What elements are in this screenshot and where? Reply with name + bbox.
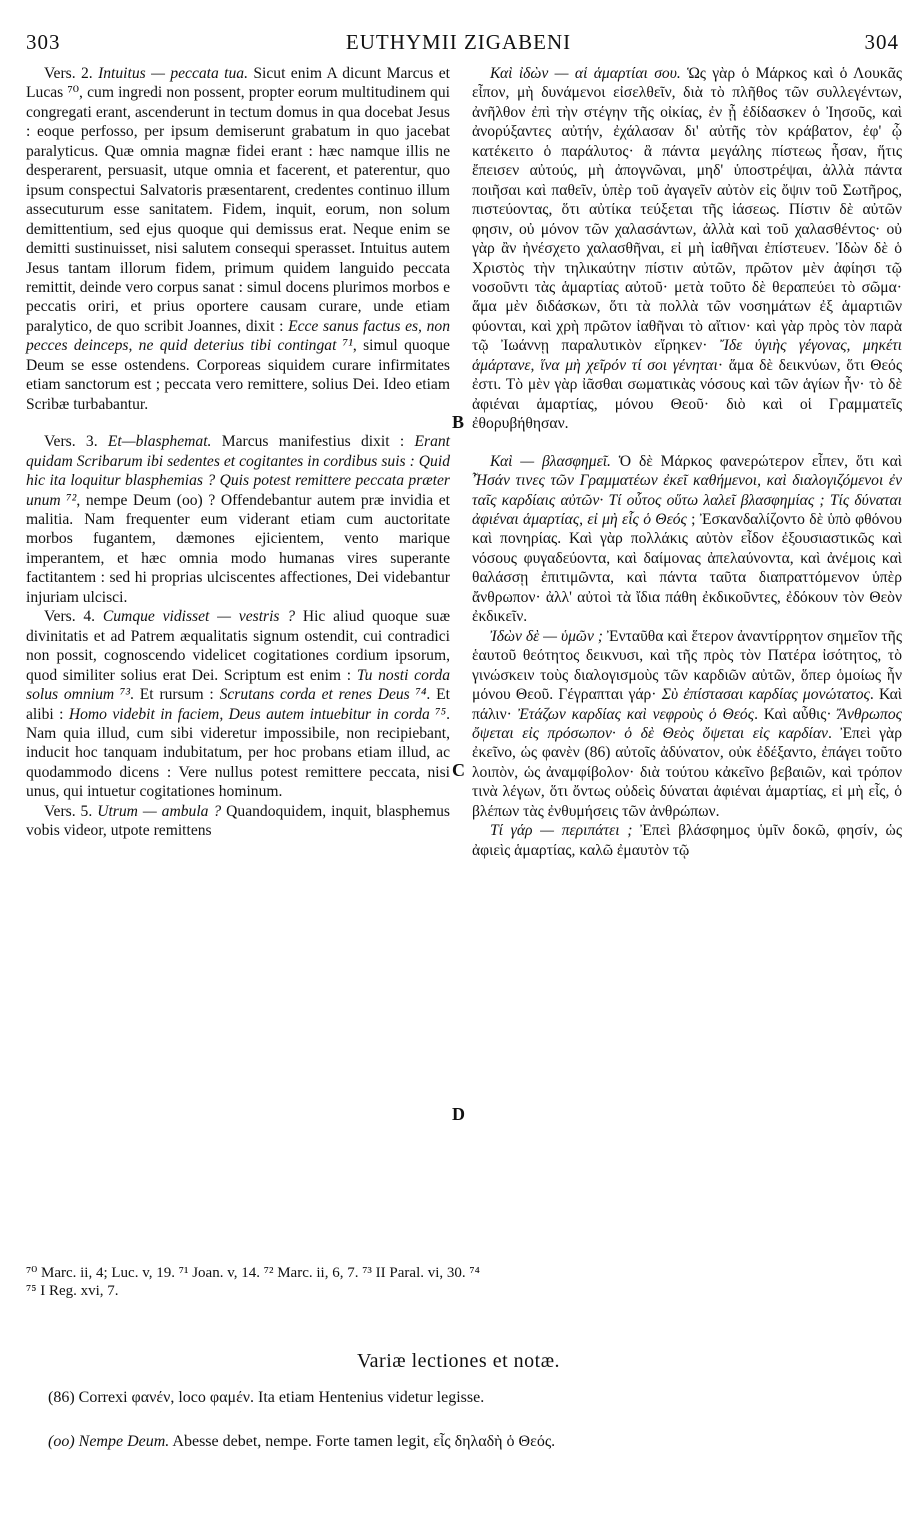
margin-marker-c: C bbox=[452, 760, 465, 780]
latin-column bbox=[26, 64, 450, 841]
greek-paragraph: Καὶ ἰδὼν — αἱ ἁμαρτίαι σου. Ὡς γὰρ ὁ Μάρκος καὶ ὁ Λουκᾶς εἶπον, μὴ δυνάμενοι εἰσελθεῖν, διὰ τὸ πλῆθος τῶν συλλεγέντων, ἀνῆλθον ἐπὶ τὴν στέγην τῆς οἰκίας, ἐν ᾗ ἐδίδασκεν ὁ Ἰησοῦς, καὶ ἀνορύξαντες αὐτήν, ἐχάλασαν δι' αὐτῆς τὸν κράβατον, ἐφ' ᾧ κατέκειτο ὁ παράλυτος· ἃ πάντα μεγάλης πίστεως ἦσαν, ἥτις ἔπεισεν αὐτούς, μὴ ἀπογνῶναι, μηδ' ὑποστρέψαι, ἀλλὰ πάντα ποιῆσαι καὶ παθεῖν, ὑπὲρ τοῦ ἀγαγεῖν αὐτὸν εἰς ὄψιν τοῦ Σωτῆρος, πιστεύοντας, ὅτι αὐτίκα τεύξεται τῆς ἰάσεως. Πίστιν δὲ αὐτῶν φησιν, οὐ μόνον τῶν χαλασάντων, ἀλλὰ καὶ τοῦ χαλασθέντος· οὐ γὰρ ἂν ἠνέσχετο χαλασθῆναι, εἰ μὴ ἰαθῆναι ἐπίστευεν. Ἰδὼν δὲ ὁ Χριστὸς τὴν τηλικαύτην πίστιν αὐτῶν, πρῶτον μὲν ἀφίησι τῷ νοσοῦντι τὰς ἁμαρτίας αὐτοῦ· μετὰ τοῦτο δὲ θεραπεύει τὸ σῶμα· ἅμα μὲν διδάσκων, ὅτι τὰ πολλὰ τῶν νοσημάτων ἐξ ἁμαρτιῶν φύονται, καὶ χρὴ πρῶτον ἰαθῆναι τὸ αἴτιον· καὶ γὰρ πρὸς τὸν παρὰ τῷ Ἰωάννῃ παραλυτικὸν εἴρηκεν· Ἴδε ὑγιὴς γέγονας, μηκέτι ἁμάρτανε, ἵνα μὴ χεῖρόν τί σοι γένηται· ἅμα δὲ δεικνύων, ὅτι Θεός ἐστι. Τὸ μὲν γὰρ ἰᾶσθαι σωματικὰς νόσους καὶ τῶν ἁγίων ἦν· τὸ δὲ ἀφιέναι ἁμαρτίας, μόνου Θεοῦ· διὸ καὶ οἱ Γραμματεῖς ἐθορυβήθησαν. bbox=[472, 65, 902, 433]
page-number-left: 303 bbox=[26, 30, 61, 54]
greek-paragraph: Ἰδὼν δὲ — ὑμῶν ; Ἐνταῦθα καὶ ἕτερον ἀναντίρρητον σημεῖον τῆς ἑαυτοῦ θεότητος δεικνυσι, καὶ τῆς πρὸς τὸν Πατέρα ἰσότητος, τὸ γινώσκειν τοὺς διαλογισμοὺς τῶν καρδιῶν αὐτῶν, ὅπερ ὁμοίως ἦν μόνου Θεοῦ. Γέγραπται γάρ· Σὺ ἐπίστασαι καρδίας μονώτατος. Καὶ πάλιν· Ἐτάζων καρδίας καὶ νεφροὺς ὁ Θεός. Καὶ αὖθις· Ἄνθρωπος ὄψεται εἰς πρόσωπον· ὁ δὲ Θεὸς ὄψεται εἰς καρδίαν. Ἐπεὶ γὰρ ἐκεῖνο, ὡς φανὲν (86) αὐτοῖς ἀδύνατον, οὐκ ἐδέξαντο, ἐπάγει τοῦτο λοιπὸν, ὡς ἀναμφίβολον· διὰ τούτου κἀκεῖνο βεβαιῶν, καὶ τρόπον τινὰ λέγων, ὅτι ὄντως οὐδεὶς δύναται ἀφιέναι ἁμαρτίας, εἰ μὴ εἷς, ὁ βλέπων τὰς ἐνθυμήσεις τῶν ἀνθρώπων. bbox=[472, 627, 902, 820]
note-86: (86) Correxi φανέν, loco φαμέν. Ita etiam Hentenius videtur legisse. bbox=[48, 1389, 485, 1406]
running-header bbox=[0, 30, 917, 60]
footnote-line: ⁷⁰ Marc. ii, 4; Luc. v, 19. ⁷¹ Joan. v, 14. ⁷² Marc. ii, 6, 7. ⁷³ II Paral. vi, 30. ⁷⁴ bbox=[26, 1265, 480, 1281]
latin-paragraph: Vers. 3. Et—blasphemat. Marcus manifestius dixit : Erant quidam Scribarum ibi sedentes et cogitantes in cordibus suis : Quid hic ita loquitur blasphemias ? Quis potest remittere peccata præter unum ⁷², nempe Deum (oo) ? Offendebantur autem præ invidia et malitia. Nam frequenter eum viderant etiam cum auctoritate morbos fugantem, dæmones ejicientem, vento marique imperantem, et hæc omnia modo humanas vires superante factitantem : sed hi proprias ulciscentes affectiones, Dei videbantur injuriam ulcisci. bbox=[26, 433, 451, 606]
running-title: EUTHYMII ZIGABENI bbox=[345, 30, 572, 54]
page-number-right: 304 bbox=[864, 30, 899, 54]
greek-paragraph: Τί γάρ — περιπάτει ; Ἐπεὶ βλάσφημος ὑμῖν δοκῶ, φησίν, ὡς ἀφιεὶς ἁμαρτίας, καλῶ ἐμαυτὸν τῷ bbox=[472, 822, 902, 859]
notes-title: Variæ lectiones et notæ. bbox=[356, 1350, 561, 1372]
note-oo: (oo) Nempe Deum. Abesse debet, nempe. Forte tamen legit, εἷς δηλαδὴ ὁ Θεός. bbox=[48, 1433, 556, 1450]
greek-paragraph: Καὶ — βλασφημεῖ. Ὁ δὲ Μάρκος φανερώτερον εἶπεν, ὅτι καὶ Ἦσάν τινες τῶν Γραμματέων ἐκεῖ καθήμενοι, καὶ διαλογιζόμενοι ἐν ταῖς καρδίαις αὐτῶν· Τί οὗτος οὕτω λαλεῖ βλασφημίας ; Τίς δύναται ἀφιέναι ἁμαρτίας, εἰ μὴ εἷς ὁ Θεός ; Ἐσκανδαλίζοντο δὲ ὑπὸ φθόνου καὶ πονηρίας. Καὶ γὰρ πολλάκις αὐτὸν εἶδον ἐξουσιαστικῶς καὶ νόσους φυγαδεύοντα, καὶ δαίμονας ἀπελαύνοντα, καὶ ἀνέμοις καὶ θαλάσσῃ ἐπιτιμῶντα, καὶ πάντα ταῦτα διαπραττόμενον ὑπὲρ ἄνθρωπον· ἀλλ' αὐτοὶ τὰ ἴδια πάθη ἐκδικοῦντες, ἐδόκουν τὸν Θεὸν ἐκδικεῖν. bbox=[472, 452, 902, 626]
margin-marker-d: D bbox=[452, 1104, 465, 1124]
latin-paragraph: Vers. 2. Intuitus — peccata tua. Sicut enim A dicunt Marcus et Lucas ⁷⁰, cum ingredi non possent, propter eorum multitudinem qui congregati erant, ascenderunt in tectum domus in qua docebat Jesus : eoque perfosso, per ipsum demiserunt grabatum in quo jacebat paralyticus. Quæ omnia magnæ fidei erant : hæc namque illis ne desperarent, persuasit, utque omnia et facerent, et paterentur, quo ipsum conspectui Salvatoris præsentarent, credentes continuo illum assecuturum esse sanitatem. Fidem, inquit, eorum, non solum demittentium, sed ejus quoque qui demissus erat. Neque enim se demitti sustinuisset, nisi salutem consequi sperasset. Intuitus autem Jesus tantam illorum fidem, primum quidem languido peccata remittit, deinde vero corpus sanat : simul docens plurimos morbos e peccatis oriri, et prius oportere causam curare, unde etiam paralytico, de quo scribit Joannes, dixit : Ecce sanus factus es, non pecces deinceps, ne quid deterius tibi contingat ⁷¹, simul quoque Deum se esse ostendens. Corporeas siquidem curare infirmitates etiam sanctorum est ; peccata vero remittere, solius Dei. Ideo etiam Scribæ turbabantur. bbox=[26, 65, 450, 413]
margin-marker-b: B bbox=[452, 412, 465, 432]
latin-paragraph: Vers. 5. Utrum — ambula ? Quandoquidem, inquit, blasphemus vobis videor, utpote remittens bbox=[26, 802, 450, 840]
greek-column bbox=[472, 64, 902, 860]
latin-paragraph: Vers. 4. Cumque vidisset — vestris ? Hic aliud quoque suæ divinitatis et ad Patrem æqualitatis signum ostendit, cui contradici non possit, cognoscendo videlicet cogitationes cordium ipsorum, quod similiter solius erat Dei. Scriptum est enim : Tu nosti corda solus omnium ⁷³. Et rursum : Scrutans corda et renes Deus ⁷⁴. Et alibi : Homo videbit in faciem, Deus autem intuebitur in corda ⁷⁵. Nam quia illud, cum sibi videretur impossibile, non recipiebant, inducit hoc tanquam indubitatum, per hoc probans etiam illud, ac quodammodo dicens : Vere nullus potest remittere peccata, nisi unus, qui intuetur cogitationes hominum. bbox=[26, 608, 451, 801]
footnote-line: ⁷⁵ I Reg. xvi, 7. bbox=[26, 1283, 119, 1299]
